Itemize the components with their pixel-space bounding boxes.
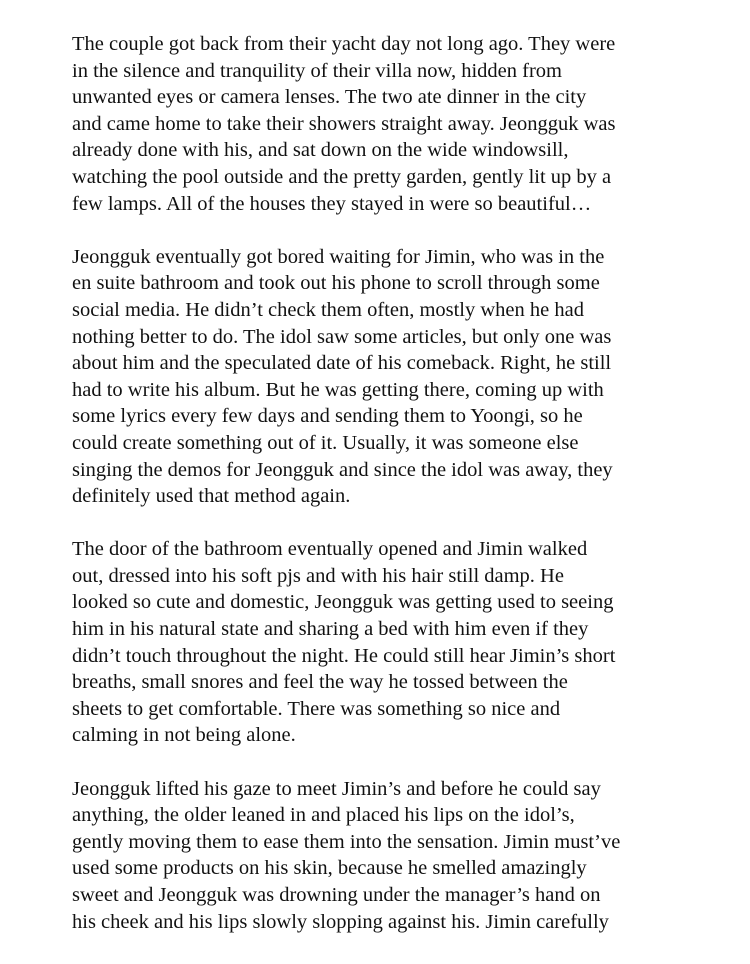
text-line: some lyrics every few days and sending them to Yoongi, so he — [72, 405, 583, 428]
text-line: en suite bathroom and took out his phone to scroll through some — [72, 272, 600, 295]
text-line: in the silence and tranquility of their villa now, hidden from — [72, 59, 562, 82]
text-line: nothing better to do. The idol saw some articles, but only one was — [72, 325, 612, 348]
paragraph-1 — [72, 31, 692, 217]
text-line: already done with his, and sat down on the wide windowsill, — [72, 139, 569, 162]
text-line: had to write his album. But he was getting there, coming up with — [72, 378, 604, 401]
paragraph-3 — [72, 536, 692, 749]
text-line: anything, the older leaned in and placed his lips on the idol’s, — [72, 804, 575, 827]
text-line: looked so cute and domestic, Jeongguk was getting used to seeing — [72, 591, 614, 614]
text-line: The door of the bathroom eventually opened and Jimin walked — [72, 538, 588, 561]
text-line: unwanted eyes or camera lenses. The two ate dinner in the city — [72, 86, 587, 109]
text-line: social media. He didn’t check them often, mostly when he had — [72, 298, 584, 321]
text-line: used some products on his skin, because he smelled amazingly — [72, 857, 587, 880]
text-line: few lamps. All of the houses they stayed in were so beautiful… — [72, 192, 592, 215]
text-line: singing the demos for Jeongguk and since the idol was away, they — [72, 458, 613, 481]
text-line: about him and the speculated date of his comeback. Right, he still — [72, 352, 612, 375]
text-line: Jeongguk eventually got bored waiting for Jimin, who was in the — [72, 245, 605, 268]
story-text — [72, 31, 692, 935]
text-line: gently moving them to ease them into the sensation. Jimin must’ve — [72, 830, 621, 853]
text-line: out, dressed into his soft pjs and with his hair still damp. He — [72, 564, 564, 587]
text-line: could create something out of it. Usually, it was someone else — [72, 431, 579, 454]
paragraph-2 — [72, 244, 692, 510]
text-line: calming in not being alone. — [72, 724, 296, 747]
text-line: him in his natural state and sharing a bed with him even if they — [72, 618, 589, 641]
text-line: sheets to get comfortable. There was something so nice and — [72, 697, 561, 720]
paragraph-4 — [72, 776, 692, 936]
text-line: The couple got back from their yacht day not long ago. They were — [72, 33, 616, 55]
text-line: watching the pool outside and the pretty garden, gently lit up by a — [72, 165, 612, 188]
text-line: Jeongguk lifted his gaze to meet Jimin’s and before he could say — [72, 777, 601, 800]
text-line: didn’t touch throughout the night. He could still hear Jimin’s short — [72, 644, 616, 667]
text-line: his cheek and his lips slowly slopping against his. Jimin carefully — [72, 910, 609, 933]
text-line: and came home to take their showers straight away. Jeongguk was — [72, 112, 616, 135]
text-line: breaths, small snores and feel the way he tossed between the — [72, 671, 568, 694]
text-line: sweet and Jeongguk was drowning under the manager’s hand on — [72, 884, 601, 906]
text-line: definitely used that method again. — [72, 485, 351, 508]
